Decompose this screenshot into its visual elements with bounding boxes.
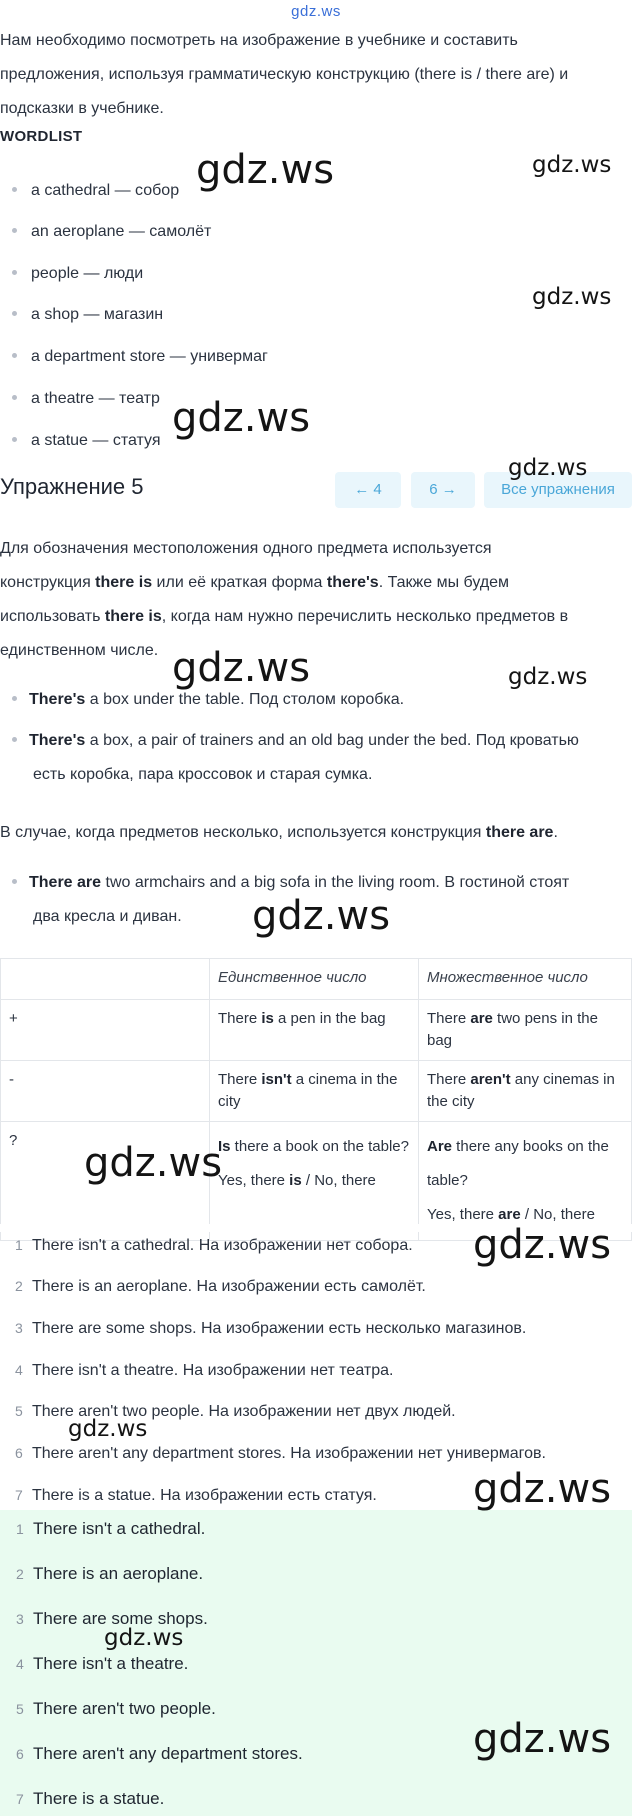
wordlist-item: a theatre — театр — [0, 389, 560, 409]
exercise-title: Упражнение 5 — [0, 474, 144, 499]
bullet-icon — [12, 187, 17, 192]
example-bullet: There are two armchairs and a big sofa in the living room. В гостиной стоят — [0, 866, 630, 900]
answer-item: 7 There is a statue. — [16, 1789, 165, 1808]
wordlist-item: a department store — универмаг — [0, 347, 560, 367]
example-bullet-cont: два кресла и диван. — [33, 908, 182, 925]
answer-item: 3 There are some shops. — [16, 1609, 208, 1628]
table-cell: There is a pen in the bag — [210, 1000, 419, 1061]
table-cell: - — [1, 1061, 210, 1122]
answer-item: 2 There is an aeroplane. — [16, 1564, 204, 1583]
top-watermark-link[interactable]: gdz.ws — [291, 3, 341, 20]
table-header: Множественное число — [419, 959, 632, 1000]
wordlist-title: WORDLIST — [0, 128, 83, 145]
watermark-logo: gdz.ws — [532, 152, 612, 178]
example-bullet: There's a box, a pair of trainers and an old bag under the bed. Под кроватью — [0, 724, 630, 758]
table-cell: There isn't a cinema in the city — [210, 1061, 419, 1122]
watermark-logo: gdz.ws — [508, 455, 588, 481]
bullet-icon — [12, 311, 17, 316]
watermark-logo: gdz.ws — [196, 147, 335, 193]
table-cell: + — [1, 1000, 210, 1061]
table-cell — [1, 959, 210, 1000]
watermark-logo: gdz.ws — [532, 284, 612, 310]
table-cell: Are there any books on the table? Yes, there are / No, there — [419, 1122, 632, 1241]
theory-line-5: В случае, когда предметов несколько, используется конструкция there are. — [0, 824, 558, 841]
table-cell: There are two pens in the bag — [419, 1000, 632, 1061]
intro-line-1: Нам необходимо посмотреть на изображение в учебнике и составить — [0, 32, 518, 49]
bullet-icon — [12, 879, 17, 884]
table-row — [1, 1061, 632, 1122]
bullet-icon — [12, 228, 17, 233]
list-item: 6 There aren't any department stores. На изображении нет универмагов. — [15, 1445, 546, 1462]
theory-line-1: Для обозначения местоположения одного предмета используется — [0, 540, 492, 557]
table-cell: There aren't any cinemas in the city — [419, 1061, 632, 1122]
watermark-logo: gdz.ws — [508, 664, 588, 690]
list-item: 7 There is a statue. На изображении есть статуя. — [15, 1487, 377, 1504]
bullet-icon — [12, 270, 17, 275]
wordlist-item: people — люди — [0, 264, 560, 284]
list-item: 3 There are some shops. На изображении есть несколько магазинов. — [15, 1320, 527, 1337]
table-cell: ? — [1, 1122, 210, 1241]
list-item: 4 There isn't a theatre. На изображении нет театра. — [15, 1362, 394, 1379]
watermark-logo: gdz.ws — [68, 1416, 148, 1442]
theory-line-2: конструкция there is или её краткая форма there's. Также мы будем — [0, 574, 510, 591]
watermark-logo: gdz.ws — [473, 1222, 612, 1268]
list-item: 1 There isn't a cathedral. На изображении нет собора. — [15, 1237, 413, 1254]
example-bullet: There's a box under the table. Под столом коробка. — [0, 683, 630, 717]
bullet-icon — [12, 395, 17, 400]
answer-item: 4 There isn't a theatre. — [16, 1654, 189, 1673]
table-cell: Is there a book on the table? Yes, there is / No, there — [210, 1122, 419, 1241]
watermark-logo: gdz.ws — [473, 1716, 612, 1762]
grammar-table — [0, 958, 632, 1241]
table-row — [1, 1000, 632, 1061]
example-bullet-cont: есть коробка, пара кроссовок и старая сумка. — [33, 766, 373, 783]
answer-item: 6 There aren't any department stores. — [16, 1744, 303, 1763]
watermark-logo: gdz.ws — [252, 893, 391, 939]
wordlist-item: a cathedral — собор — [0, 181, 560, 201]
bullet-icon — [12, 353, 17, 358]
theory-line-4: единственном числе. — [0, 642, 159, 659]
wordlist-item: a statue — статуя — [0, 431, 560, 451]
watermark-logo: gdz.ws — [84, 1140, 223, 1186]
watermark-logo: gdz.ws — [172, 645, 311, 691]
watermark-logo: gdz.ws — [104, 1625, 184, 1651]
answer-item: 5 There aren't two people. — [16, 1699, 216, 1718]
wordlist-item: an aeroplane — самолёт — [0, 222, 560, 242]
table-header: Единственное число — [210, 959, 419, 1000]
bullet-icon — [12, 437, 17, 442]
bullet-icon — [12, 737, 17, 742]
wordlist-item: a shop — магазин — [0, 305, 560, 325]
bullet-icon — [12, 696, 17, 701]
intro-line-3: подсказки в учебнике. — [0, 100, 164, 117]
table-row — [1, 959, 632, 1000]
all-exercises-button[interactable]: Все упражнения — [484, 472, 632, 508]
prev-exercise-button[interactable]: ← 4 — [335, 472, 401, 508]
watermark-logo: gdz.ws — [473, 1466, 612, 1512]
list-item: 2 There is an aeroplane. На изображении есть самолёт. — [15, 1278, 426, 1295]
answer-item: 1 There isn't a cathedral. — [16, 1519, 206, 1538]
intro-line-2: предложения, используя грамматическую конструкцию (there is / there are) и — [0, 66, 569, 83]
watermark-logo: gdz.ws — [172, 395, 311, 441]
list-item: 5 There aren't two people. На изображении нет двух людей. — [15, 1403, 456, 1420]
next-exercise-button[interactable]: 6 → — [411, 472, 475, 508]
theory-line-3: использовать there is, когда нам нужно перечислить несколько предметов в — [0, 608, 569, 625]
